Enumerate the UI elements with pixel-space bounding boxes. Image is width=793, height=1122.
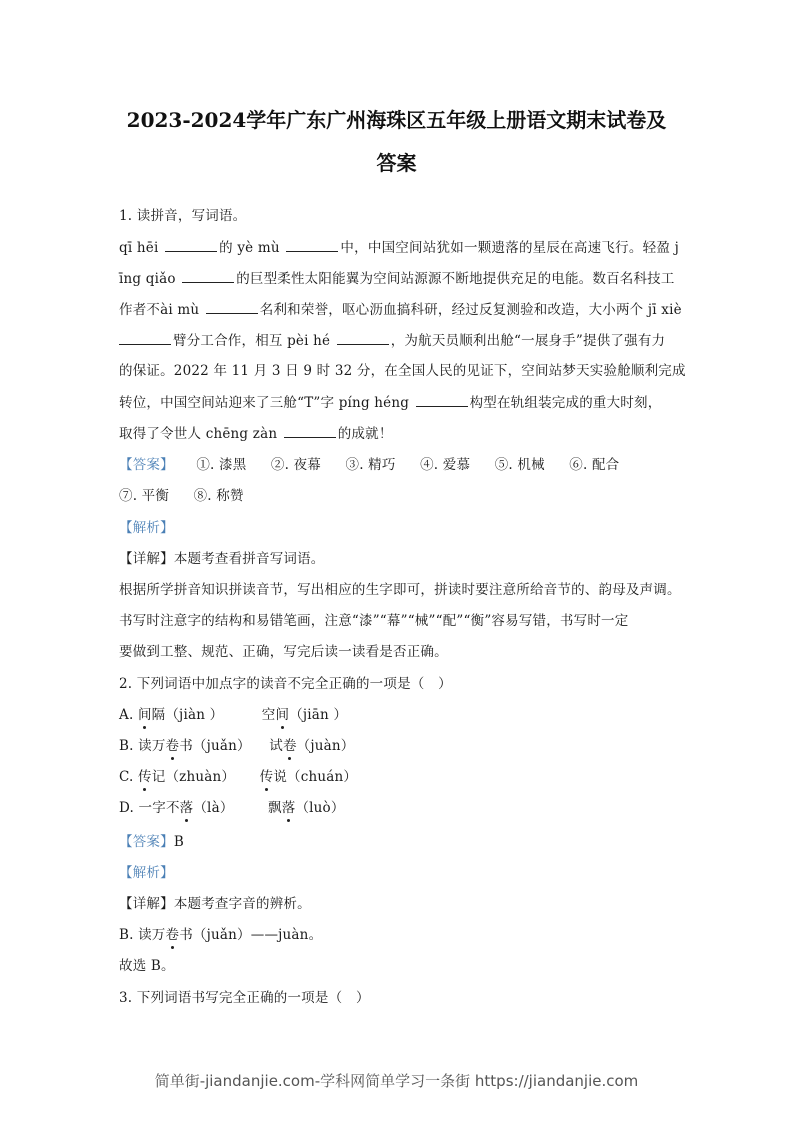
detail-text: 本题考查看拼音写词语。 [173,551,325,567]
pinyin-qihei: qī hēi [119,240,159,256]
q1-explain-line: 根据所学拼音知识拼读音节，写出相应的生字即可，拼读时要注意所给音节的、韵母及声调。 [119,582,681,598]
answer-value: B [173,834,184,850]
dotted-char: 落 [281,800,296,816]
q3-heading: 3. 下列词语书写完全正确的一项是（ ） [119,990,370,1006]
dotted-char: 卷 [165,738,180,754]
option-text: 隔（jiàn ） [151,707,224,723]
document-title-line-1: 2023-2024学年广东广州海珠区五年级上册语文期末试卷及 [126,108,667,132]
pinyin-jingqiao: īng qiǎo [119,271,176,287]
option-text: 一字不 [138,800,180,816]
option-text: （jiān ） [289,707,348,723]
dotted-char: 传 [138,769,152,785]
option-text: （juàn） [296,738,355,754]
explain-text: 书（juǎn）——juàn。 [179,927,323,943]
pinyin-chengzan: 取得了令世人 chēng zàn [119,426,278,442]
q2-heading: 2. 下列词语中加点字的读音不完全正确的一项是（ ） [119,676,452,692]
answer-item: ①. 漆黑 [196,457,247,473]
document-title-line-2: 答案 [376,151,417,175]
q1-text-line [119,237,679,258]
q1-text: ，为航天员顺利出舱“一展身手”提供了强有力 [390,333,666,349]
q1-text-line: 的保证。2022 年 11 月 3 日 9 时 32 分，在全国人民的见证下，空间站梦天实验舱顺利完成 [119,363,686,379]
answer-blank[interactable] [119,330,171,345]
answer-item: ②. 夜幕 [270,457,321,473]
dotted-char: 间 [137,707,152,723]
detail-tag: 【详解】 [119,896,174,912]
option-label: B. [119,738,134,754]
q2-option-d [119,798,679,818]
pinyin-peihe: 臂分工合作，相互 pèi hé [173,333,331,349]
pinyin-aimu: 作者不ài mù [119,302,200,318]
option-text: （là） [193,800,234,816]
pinyin-yemu: 的 yè mù [219,240,280,256]
answer-blank[interactable] [337,330,389,345]
dotted-char: 落 [179,800,194,816]
answer-blank[interactable] [165,237,217,252]
q2-answer-line [119,832,679,852]
dotted-char: 间 [275,707,290,723]
q2-option-a [119,705,679,725]
dotted-char: 传 [259,769,274,785]
q1-heading: 1. 读拼音，写词语。 [119,208,247,224]
q2-option-c [119,767,679,787]
dotted-char: 卷 [165,927,180,943]
q1-text-line [119,392,679,413]
answer-item: ④. 爱慕 [420,457,471,473]
q1-explain-line: 书写时注意字的结构和易错笔画，注意“漆”“幕”“械”“配”“衡”容易写错，书写时一定 [119,613,629,629]
explain-text: B. 读万 [119,927,166,943]
option-text: 记（zhuàn） [151,769,236,785]
q1-answer-line [119,455,679,475]
option-text: 空 [261,707,276,723]
answer-blank[interactable] [284,423,336,438]
option-label: A. [119,707,134,723]
answer-item: ⑧. 称赞 [193,488,244,504]
detail-text: 本题考查字音的辨析。 [173,896,311,912]
answer-tag: 【答案】 [119,834,174,850]
q2-explain [119,925,679,945]
answer-blank[interactable] [182,268,234,283]
option-text: 说（chuán） [273,769,358,785]
analysis-tag: 【解析】 [119,865,174,881]
answer-blank[interactable] [416,392,468,407]
dotted-char: 卷 [282,738,297,754]
q1-text-line [119,423,679,444]
analysis-tag: 【解析】 [119,520,174,536]
answer-tag: 【答案】 [119,457,174,473]
q1-text: 构型在轨组装完成的重大时刻， [469,395,662,411]
answer-blank[interactable] [286,237,338,252]
answer-item: ⑤. 机械 [494,457,545,473]
answer-blank[interactable] [206,299,258,314]
option-text: 读万 [138,738,166,754]
detail-tag: 【详解】 [119,551,174,567]
q1-text: 的巨型柔性太阳能翼为空间站源源不断地提供充足的电能。数百名科技工 [236,271,675,287]
q1-text-line [119,299,682,320]
option-text: （luò） [295,800,345,816]
pinyin-pingheng: 转位，中国空间站迎来了三舱“T”字 píng héng [119,395,410,411]
q1-text: 的成就！ [337,426,393,442]
answer-item: ⑦. 平衡 [119,488,170,504]
option-text: 试 [269,738,283,754]
option-label: C. [119,769,134,785]
q1-text-line [119,268,679,289]
q2-option-b [119,736,679,756]
q1-text: 中，中国空间站犹如一颗遗落的星辰在高速飞行。轻盈 j [340,240,679,256]
option-text: 飘 [268,800,282,816]
footer-watermark: 简单街-jiandanjie.com-学科网简单学习一条街 https://jiandanjie.com [154,1072,639,1090]
q1-explain-line: 要做到工整、规范、正确，写完后读一读看是否正确。 [119,644,448,660]
q1-text: 名利和荣誉，呕心沥血搞科研，经过反复测验和改造，大小两个 jī xiè [259,302,682,318]
q2-conclusion: 故选 B。 [119,958,175,974]
q1-text-line [119,330,679,351]
q2-detail [119,894,679,914]
answer-item: ⑥. 配合 [569,457,620,473]
option-label: D. [119,800,135,816]
answer-item: ③. 精巧 [345,457,396,473]
option-text: 书（juǎn） [179,738,251,754]
q1-detail [119,549,679,569]
q1-answer-line [119,486,679,506]
